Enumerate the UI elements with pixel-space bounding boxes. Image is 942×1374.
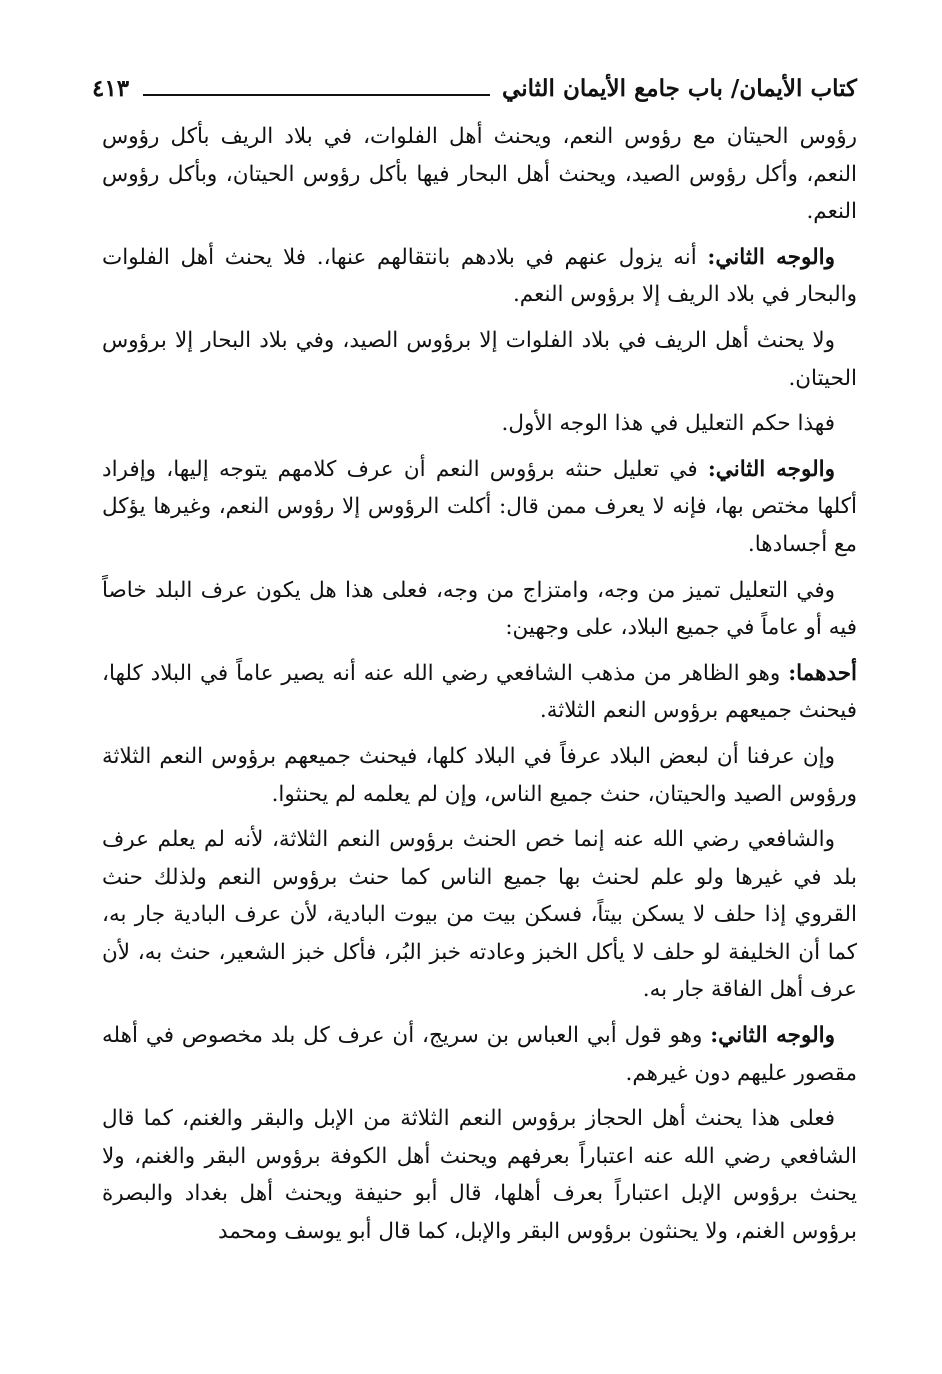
paragraph [102, 405, 857, 443]
paragraph-text: فعلى هذا يحنث أهل الحجاز برؤوس النعم الثلاثة من الإبل والبقر والغنم، كما قال الشافعي رضي الله عنه اعتباراً بعرفهم ويحنث أهل الكوفة برؤوس البقر والغنم، ولا يحنث برؤوس الإبل اعتباراً بعرف أهلها، قال أبو حنيفة ويحنث أهل بغداد والبصرة برؤوس الغنم، ولا يحنثون برؤوس البقر والإبل، كما قال أبو يوسف ومحمد [102, 1106, 857, 1245]
body-text [102, 118, 857, 1259]
paragraph [102, 572, 857, 647]
paragraph-lead: أحدهما: [788, 660, 857, 686]
paragraph [102, 821, 857, 1009]
paragraph-text: وهو قول أبي العباس بن سريج، أن عرف كل بلد مخصوص في أهله مقصور عليهم دون غيرهم. [102, 1023, 857, 1086]
paragraph-text: والشافعي رضي الله عنه إنما خص الحنث برؤوس النعم الثلاثة، لأنه لم يعلم عرف بلد في غيرها ولو علم لحنث بها جميع الناس كما حنث برؤوس النعم ولذلك حنث القروي إذا حلف لا يسكن بيتاً، فسكن بيت من بيوت البادية، لأن عرف البادية جار به، كما أن الخليفة لو حلف لا يأكل الخبز وعادته خبز البُر، فأكل خبز الشعير، حنث به، لأن عرف أهل الفاقة جار به. [102, 827, 857, 1003]
running-title: كتاب الأيمان/ باب جامع الأيمان الثاني [502, 75, 857, 102]
paragraph-text: أنه يزول عنهم في بلادهم بانتقالهم عنها،. فلا يحنث أهل الفلوات والبحار في بلاد الريف إلا برؤوس النعم. [102, 244, 857, 308]
paragraph [102, 239, 857, 314]
paragraph [102, 738, 857, 813]
paragraph [102, 1017, 857, 1092]
paragraph [102, 118, 857, 231]
paragraph [102, 451, 857, 564]
paragraph-lead: والوجه الثاني: [707, 244, 835, 270]
paragraph [102, 322, 857, 397]
paragraph-text: ولا يحنث أهل الريف في بلاد الفلوات إلا برؤوس الصيد، وفي بلاد البحار إلا برؤوس الحيتان. [102, 327, 857, 391]
paragraph-lead: والوجه الثاني: [710, 1023, 835, 1049]
paragraph-text: في تعليل حنثه برؤوس النعم أن عرف كلامهم يتوجه إليها، وإفراد أكلها مختص بها، فإنه لا يعرف ممن قال: أكلت الرؤوس إلا رؤوس النعم، وغيرها يؤكل مع أجسادها. [102, 456, 857, 557]
paragraph-lead: والوجه الثاني: [707, 456, 835, 482]
paragraph-text: فهذا حكم التعليل في هذا الوجه الأول. [501, 411, 835, 437]
paragraph-text: وهو الظاهر من مذهب الشافعي رضي الله عنه أنه يصير عاماً في البلاد كلها، فيحنث جميعهم برؤوس النعم الثلاثة. [102, 660, 857, 724]
paragraph [102, 655, 857, 730]
header-rule [143, 94, 490, 96]
paragraph-text: وإن عرفنا أن لبعض البلاد عرفاً في البلاد كلها، فيحنث جميعهم برؤوس النعم الثلاثة ورؤوس الصيد والحيتان، حنث جميع الناس، وإن لم يعلمه لم يحنثوا. [102, 743, 857, 807]
paragraph [102, 1100, 857, 1250]
page-header [92, 72, 857, 106]
paragraph-text: رؤوس الحيتان مع رؤوس النعم، ويحنث أهل الفلوات، في بلاد الريف بأكل رؤوس النعم، وأكل رؤوس الصيد، ويحنث أهل البحار فيها بأكل رؤوس الحيتان، وبأكل رؤوس النعم. [102, 124, 857, 225]
page-number: ٤١٣ [92, 75, 130, 102]
paragraph-text: وفي التعليل تميز من وجه، وامتزاج من وجه، فعلى هذا هل يكون عرف البلد خاصاً فيه أو عاماً في جميع البلاد، على وجهين: [102, 577, 857, 641]
